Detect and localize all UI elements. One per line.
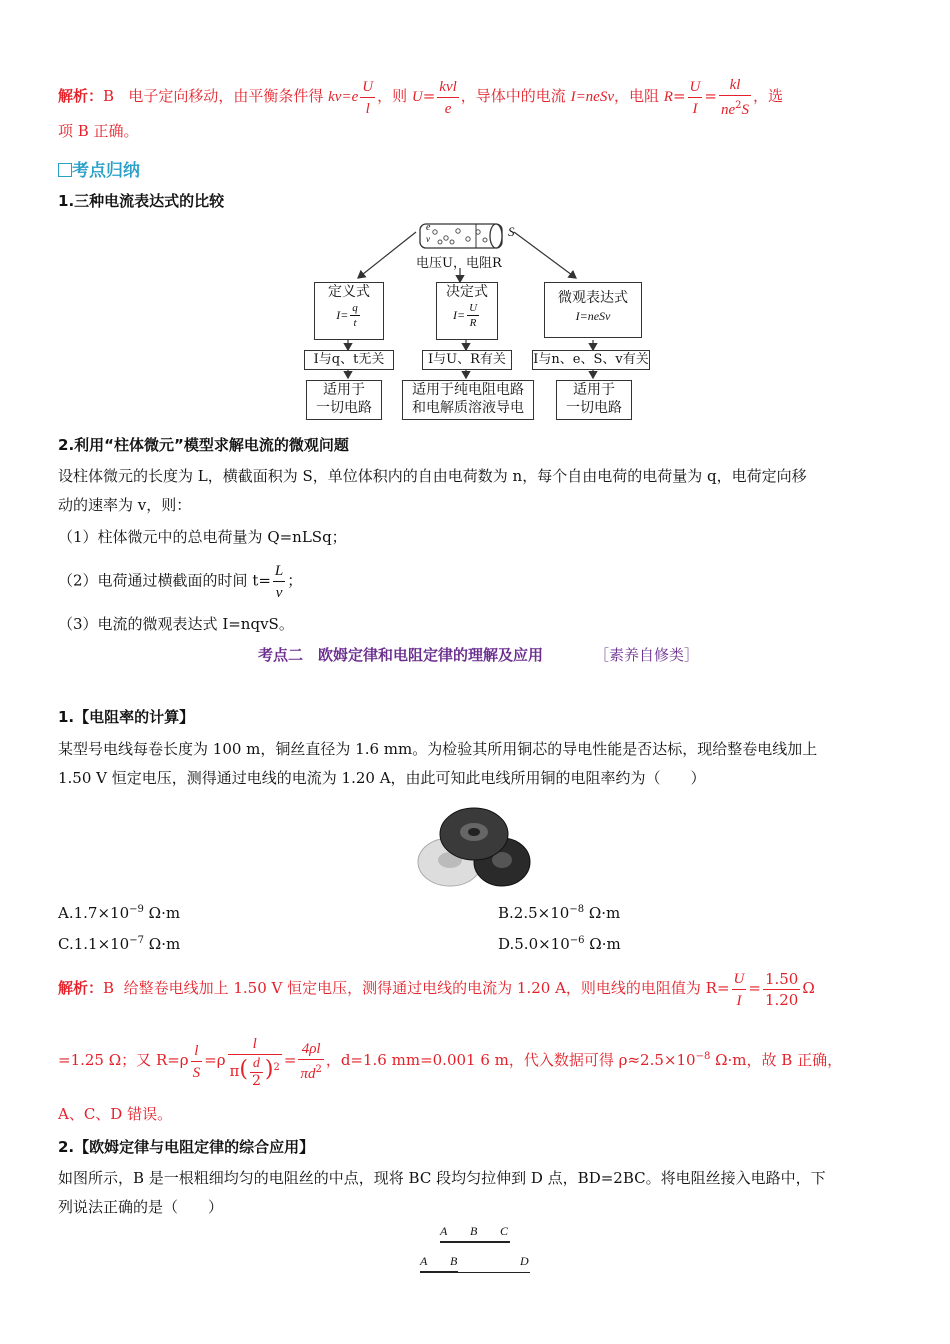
math-eq: = xyxy=(283,1051,297,1069)
solution-2-line-1 xyxy=(58,966,892,1010)
math-square: 2 xyxy=(273,1062,280,1073)
resistance-wire-figure xyxy=(414,1224,544,1276)
math-S: S xyxy=(741,102,749,118)
scope-line: 适用于 xyxy=(573,382,615,398)
question-2-heading: 2.【欧姆定律与电阻定律的综合应用】 xyxy=(58,1138,315,1156)
math-pi: π xyxy=(229,1062,240,1080)
box-den: R xyxy=(469,317,477,329)
wire-AB xyxy=(420,1271,458,1273)
point-C: C xyxy=(500,1224,509,1238)
solution-text: Ω·m，故 B 正确， xyxy=(710,1051,843,1069)
option-D[interactable] xyxy=(498,935,621,953)
summary-header-text: 考点归纳 xyxy=(72,161,140,181)
math-neSv: =neSv xyxy=(575,89,614,105)
option-B[interactable] xyxy=(498,904,620,922)
unit-ohm: Ω xyxy=(802,979,815,997)
box-num: U xyxy=(469,302,478,314)
summary-header xyxy=(58,156,140,181)
math-L: L xyxy=(274,563,284,579)
question-2-line-2: 列说法正确的是（ ） xyxy=(58,1198,224,1216)
math-eq: = xyxy=(422,87,436,105)
option-B-text: B.2.5×10 xyxy=(498,904,570,922)
section-title-text: .三种电流表达式的比较 xyxy=(68,192,225,210)
math-two: 2 xyxy=(251,1073,261,1089)
solution-2-line-3: A、C、D 错误。 xyxy=(58,1105,173,1123)
solution-text: =1.25 Ω；又 R=ρ xyxy=(58,1051,189,1069)
section-2-title xyxy=(58,434,349,455)
box-title: 定义式 xyxy=(328,284,370,300)
point-A: A xyxy=(440,1224,448,1238)
scope-line: 一切电路 xyxy=(566,400,622,416)
point-A: A xyxy=(420,1254,428,1268)
math-S: S xyxy=(192,1064,201,1081)
math-eq: = xyxy=(704,87,717,105)
math-eq: = xyxy=(748,979,761,997)
option-C-text: C.1.1×10 xyxy=(58,935,130,953)
solution-text: ，导体中的电流 xyxy=(460,87,571,105)
fraction-kl-ne2S xyxy=(719,74,751,120)
option-A-unit: Ω·m xyxy=(143,904,181,922)
determining-formula-box xyxy=(436,282,498,340)
box-formula: I=neSv xyxy=(575,309,611,323)
scope-box xyxy=(402,380,534,420)
point-B: B xyxy=(450,1254,458,1268)
electron-label: e xyxy=(426,222,431,233)
option-A[interactable] xyxy=(58,904,180,922)
fraction-U-I xyxy=(688,76,703,119)
wire-original xyxy=(440,1241,510,1243)
point-B: B xyxy=(470,1224,478,1238)
math-l: l xyxy=(365,100,370,117)
math-120: 1.20 xyxy=(764,990,799,1009)
solution-answer: B xyxy=(103,979,115,997)
math-ne: ne xyxy=(720,102,736,118)
math-eq: = xyxy=(672,87,686,105)
section-title-text: .利用“柱体微元”模型求解电流的微观问题 xyxy=(68,436,349,454)
math-eq-e: =e xyxy=(341,89,359,105)
scope-line: 适用于 xyxy=(323,382,365,398)
math-U: U xyxy=(689,78,701,95)
solution-text: 给整卷电线加上 1.50 V 恒定电压，测得通过电线的电流为 1.20 A，则电线的电阻值为 R= xyxy=(123,979,730,997)
option-D-exp: −6 xyxy=(569,935,585,946)
math-kl: kl xyxy=(729,77,741,93)
option-B-exp: −8 xyxy=(569,904,585,915)
box-formula: I= xyxy=(336,308,349,322)
math-l: l xyxy=(194,1042,199,1059)
option-C-unit: Ω·m xyxy=(143,935,181,953)
math-pid: πd xyxy=(300,1066,316,1082)
section-2-para-line-2: 动的速率为 v，则： xyxy=(58,496,192,514)
math-U: U xyxy=(362,78,374,95)
list-item-2 xyxy=(58,560,892,600)
solution-text: ，选 xyxy=(753,87,784,105)
fraction-kvl-e xyxy=(437,76,458,119)
checkbox-icon xyxy=(58,163,72,177)
wire-coils-image xyxy=(416,800,532,892)
fraction-U-l xyxy=(360,76,375,119)
math-4rhol: 4ρl xyxy=(301,1041,321,1057)
solution-1-line-1 xyxy=(58,74,892,118)
math-square: 2 xyxy=(315,1064,322,1075)
box-title: 决定式 xyxy=(446,284,488,300)
box-title: 微观表达式 xyxy=(558,290,628,306)
option-C-exp: −7 xyxy=(129,935,144,946)
voltage-resistance-label: 电压U，电阻R xyxy=(416,256,502,271)
solution-text: 电子定向移动，由平衡条件得 xyxy=(128,87,329,105)
micro-formula-box xyxy=(544,282,642,338)
question-1-line-1: 某型号电线每卷长度为 100 m，铜丝直径为 1.6 mm。为检验其所用铜芯的导电性能是否达标，现给整卷电线加上 xyxy=(58,740,818,758)
solution-2-line-2: =1.25 Ω；又 R=ρ $\frac{l}{S}$ =ρ l π( $\frac{d}{2}$ )$^2$ = $\frac{4\rho l}{\pi d^2}$ ，d=1.6 mm=0.001 6 m，代入数据可得 $\rho\approx 2.5\times 10^{-8}$ Ω·m，故 B 正确， xyxy=(58,1022,892,1092)
math-kv: kv xyxy=(328,89,342,105)
option-A-exp: −9 xyxy=(129,904,144,915)
math-e: e xyxy=(444,100,452,117)
solution-answer: B xyxy=(103,87,115,105)
section-num: 1 xyxy=(58,192,69,210)
list-item-1: （1）柱体微元中的总电荷量为 Q=nLSq； xyxy=(58,528,347,546)
condition-box: I与q、t无关 xyxy=(304,350,394,370)
solution-text: ，d=1.6 mm=0.001 6 m，代入数据可得 ρ≈2.5×10 xyxy=(325,1051,696,1069)
section-1-title xyxy=(58,190,224,211)
condition-box: I与n、e、S、v有关 xyxy=(532,350,650,370)
section-2-para-line-1: 设柱体微元的长度为 L，横截面积为 S，单位体积内的自由电荷数为 n，每个自由电荷的电荷量为 q，电荷定向移 xyxy=(58,467,807,485)
scope-box xyxy=(556,380,632,420)
math-I: I xyxy=(736,992,742,1009)
math-exp: −8 xyxy=(695,1051,711,1062)
math-d: d xyxy=(252,1056,260,1071)
point-D: D xyxy=(520,1254,529,1268)
question-1-heading: 1.【电阻率的计算】 xyxy=(58,708,195,726)
option-A-text: A.1.7×10 xyxy=(58,904,130,922)
math-l: l xyxy=(252,1036,257,1052)
math-rho: =ρ xyxy=(204,1051,226,1069)
velocity-label: v xyxy=(426,234,430,244)
scope-line: 和电解质溶液导电 xyxy=(412,400,524,416)
definition-formula-box xyxy=(314,282,384,340)
list-item-3: （3）电流的微观表达式 I=nqvS。 xyxy=(58,615,294,633)
condition-box: I与U、R有关 xyxy=(422,350,512,370)
scope-line: 一切电路 xyxy=(316,400,372,416)
area-label: S xyxy=(508,224,515,239)
math-R: R xyxy=(663,89,673,105)
math-v: v xyxy=(275,585,283,601)
item-text: （2）电荷通过横截面的时间 t= xyxy=(58,571,271,590)
math-I: I xyxy=(570,89,576,105)
box-num: q xyxy=(352,302,358,314)
math-kvl: kvl xyxy=(439,78,457,95)
scope-box xyxy=(306,380,382,420)
item-text: ； xyxy=(287,571,303,590)
box-formula: I= xyxy=(452,308,466,322)
math-U: U xyxy=(411,89,423,105)
cylinder-end xyxy=(490,224,502,248)
option-D-unit: Ω·m xyxy=(584,935,621,953)
option-D-text: D.5.0×10 xyxy=(498,935,570,953)
option-B-unit: Ω·m xyxy=(584,904,621,922)
question-1-line-2: 1.50 V 恒定电压，测得通过电线的电流为 1.20 A，由此可知此电线所用铜的电阻率约为（ ） xyxy=(58,769,706,787)
solution-text: ，则 xyxy=(377,87,412,105)
option-C[interactable] xyxy=(58,935,180,953)
math-I: I xyxy=(692,100,698,117)
topic-2-heading: 考点二 欧姆定律和电阻定律的理解及应用 xyxy=(258,646,544,664)
section-num: 2 xyxy=(58,436,69,454)
math-U: U xyxy=(733,970,745,987)
box-den: t xyxy=(353,317,357,329)
math-sup: 2 xyxy=(735,100,742,111)
topic-2-tag: ［素养自修类］ xyxy=(594,646,700,664)
solution-label: 解析： xyxy=(58,979,104,997)
solution-label: 解析： xyxy=(58,87,104,105)
solution-1-line-2: 项 B 正确。 xyxy=(58,122,139,140)
scope-line: 适用于纯电阻电路 xyxy=(412,382,524,398)
solution-text: ，电阻 xyxy=(614,87,664,105)
current-expressions-diagram xyxy=(300,220,660,430)
wire-BD-stretched xyxy=(458,1272,530,1273)
question-2-line-1: 如图所示，B 是一根粗细均匀的电阻丝的中点，现将 BC 段均匀拉伸到 D 点，BD=2BC。将电阻丝接入电路中，下 xyxy=(58,1169,826,1187)
math-150: 1.50 xyxy=(764,969,799,988)
